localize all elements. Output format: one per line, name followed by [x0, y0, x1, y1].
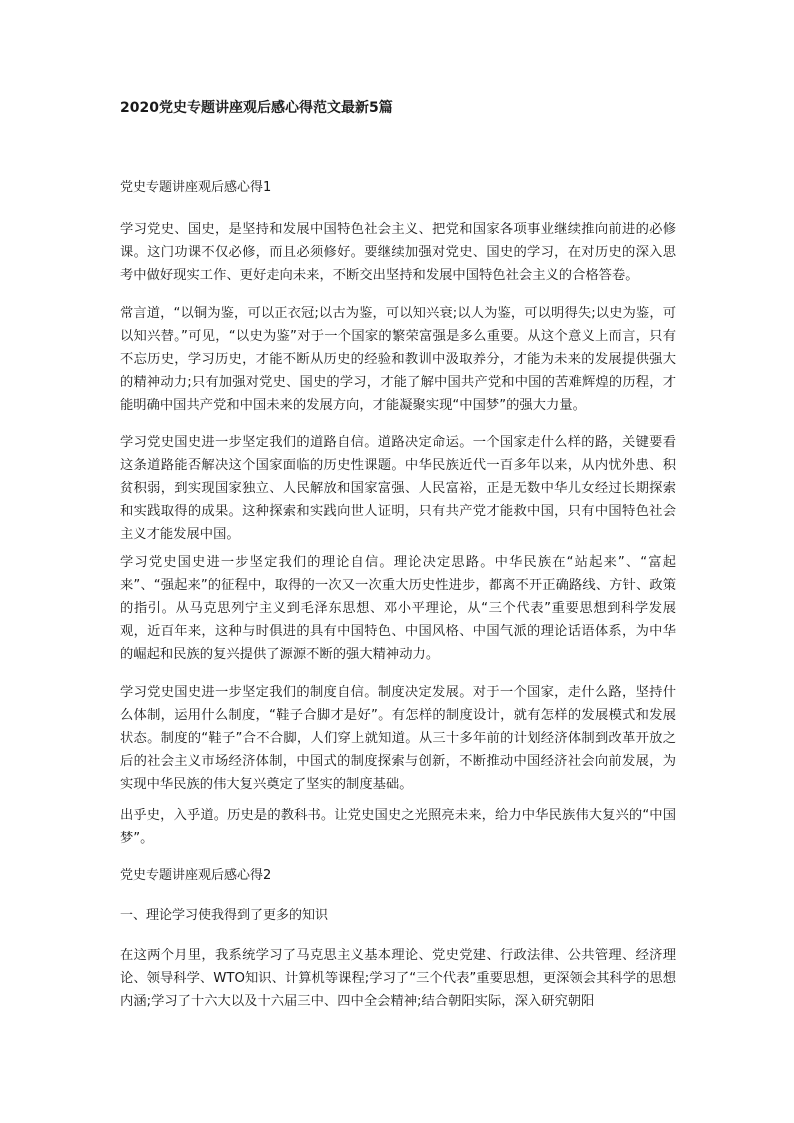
- section-1-paragraph: 学习党史国史进一步坚定我们的制度自信。制度决定发展。对于一个国家，走什么路，坚持什么体制，运用什么制度，“鞋子合脚才是好”。有怎样的制度设计，就有怎样的发展模式和发展状态。制度的“鞋子”合不合脚，人们穿上就知道。从三十多年前的计划经济体制到改革开放之后的社会主义市场经济体制，中国式的制度探索与创新，不断推动中国经济社会向前发展，为实现中华民族的伟大复兴奠定了坚实的制度基础。: [120, 685, 676, 792]
- section-1-paragraph: 学习党史国史进一步坚定我们的理论自信。理论决定思路。中华民族在“站起来”、“富起来”、“强起来”的征程中，取得的一次又一次重大历史性进步，都离不开正确路线、方针、政策的指引。从马克思列宁主义到毛泽东思想、邓小平理论，从“三个代表”重要思想到科学发展观，近百年来，这种与时俱进的具有中国特色、中国风格、中国气派的理论话语体系，为中华的崛起和民族的复兴提供了源源不断的强大精神动力。: [120, 555, 676, 662]
- section-1-paragraph: 学习党史国史进一步坚定我们的道路自信。道路决定命运。一个国家走什么样的路，关键要看这条道路能否解决这个国家面临的历史性课题。中华民族近代一百多年以来，从内忧外患、积贫积弱，到实现国家独立、人民解放和国家富强、人民富裕，正是无数中华儿女经过长期探索和实践取得的成果。这种探索和实践向世人证明，只有共产党才能救中国，只有中国特色社会主义才能发展中国。: [120, 435, 676, 542]
- section-2-heading: 党史专题讲座观后感心得2: [120, 868, 272, 883]
- document-title: 2020党史专题讲座观后感心得范文最新5篇: [120, 100, 393, 116]
- section-1-heading: 党史专题讲座观后感心得1: [120, 180, 272, 195]
- section-1-paragraph: 常言道，“以铜为鉴，可以正衣冠;以古为鉴，可以知兴衰;以人为鉴，可以明得失;以史为鉴，可以知兴替。”可见，“以史为鉴”对于一个国家的繁荣富强是多么重要。从这个意义上而言，只有不忘历史，学习历史，才能不断从历史的经验和教训中汲取养分，才能为未来的发展提供强大的精神动力;只有加强对党史、国史的学习，才能了解中国共产党和中国的苦难辉煌的历程，才能明确中国共产党和中国未来的发展方向，才能凝聚实现“中国梦”的强大力量。: [120, 306, 676, 413]
- section-2-paragraph: 在这两个月里，我系统学习了马克思主义基本理论、党史党建、行政法律、公共管理、经济理论、领导科学、WTO知识、计算机等课程;学习了“三个代表”重要思想，更深领会其科学的思想内涵;学习了十六大以及十六届三中、四中全会精神;结合朝阳实际，深入研究朝阳: [120, 948, 676, 1009]
- section-1-paragraph: 学习党史、国史，是坚持和发展中国特色社会主义、把党和国家各项事业继续推向前进的必修课。这门功课不仅必修，而且必须修好。要继续加强对党史、国史的学习，在对历史的深入思考中做好现实工作、更好走向未来，不断交出坚持和发展中国特色社会主义的合格答卷。: [120, 222, 676, 283]
- section-2-subheading: 一、理论学习使我得到了更多的知识: [120, 908, 329, 923]
- section-1-paragraph: 出乎史，入乎道。历史是的教科书。让党史国史之光照亮未来，给力中华民族伟大复兴的“中国梦”。: [120, 808, 676, 846]
